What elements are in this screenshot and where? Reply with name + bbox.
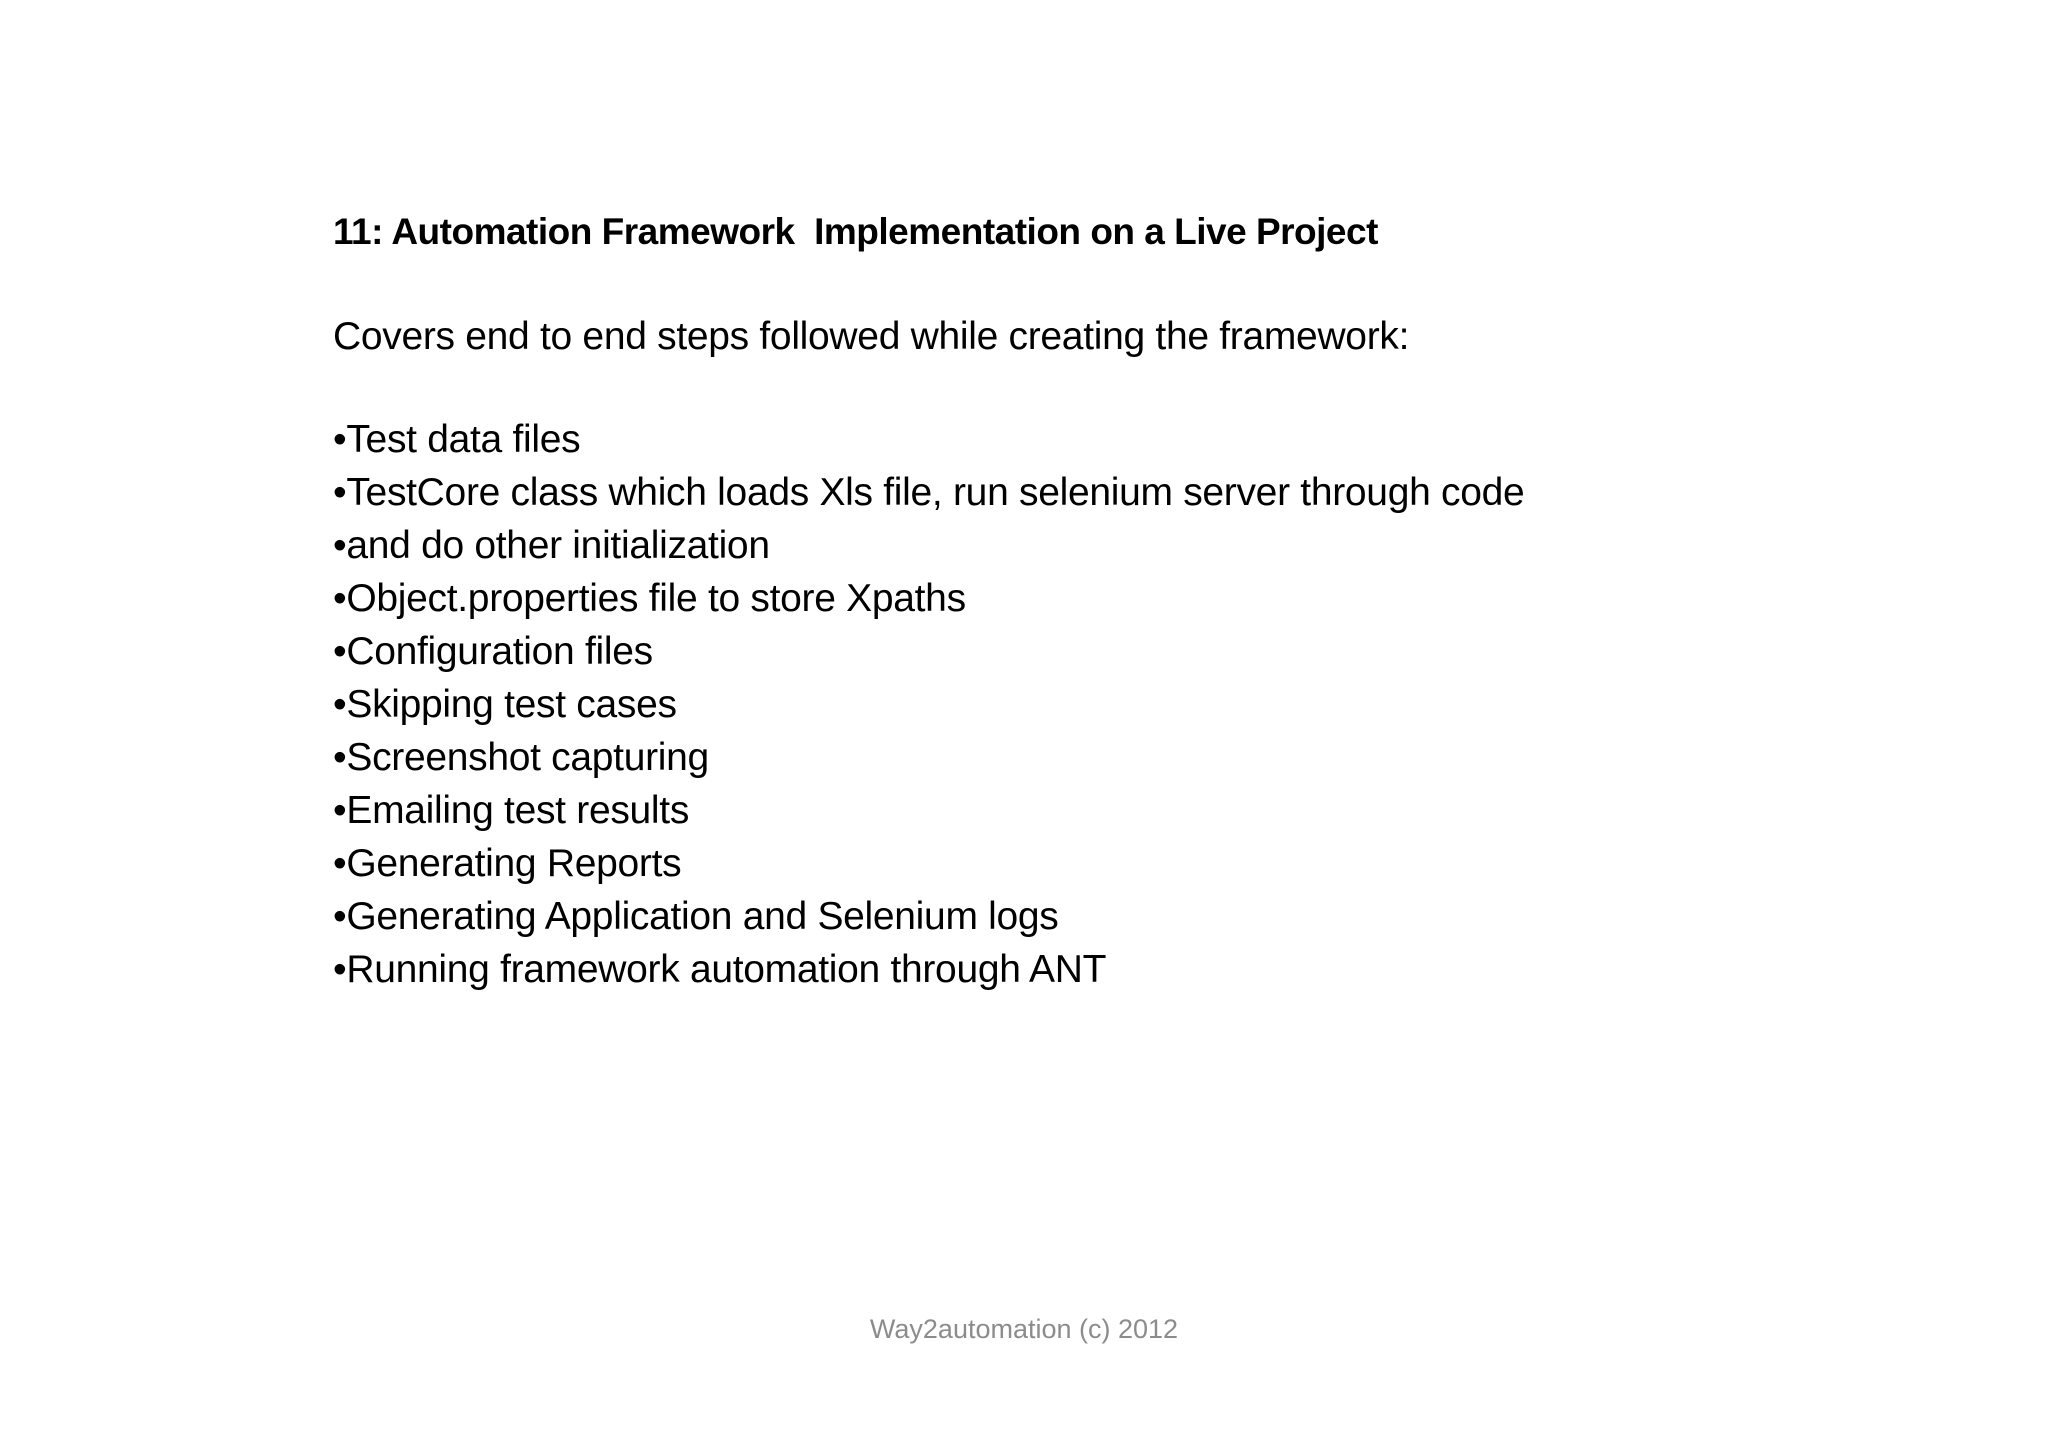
list-item (333, 519, 1833, 572)
list-item-text: and do other initialization (346, 524, 770, 567)
slide-title: 11: Automation Framework Implementation on a Live Project (333, 211, 1378, 252)
list-item (333, 466, 1833, 519)
list-item (333, 784, 1833, 837)
bullet-icon: • (333, 630, 347, 673)
list-item-text: Generating Application and Selenium logs (346, 895, 1059, 938)
bullet-icon: • (333, 471, 347, 514)
bullet-icon: • (333, 524, 347, 567)
bullet-list (333, 413, 1833, 996)
footer-copyright: Way2automation (c) 2012 (869, 1314, 1179, 1344)
list-item (333, 890, 1833, 943)
bullet-icon: • (333, 789, 347, 832)
list-item (333, 943, 1833, 996)
list-item-text: Configuration files (346, 630, 653, 673)
list-item (333, 678, 1833, 731)
list-item-text: Screenshot capturing (346, 736, 709, 779)
bullet-icon: • (333, 736, 347, 779)
list-item (333, 413, 1833, 466)
list-item (333, 837, 1833, 890)
bullet-icon: • (333, 948, 347, 991)
bullet-icon: • (333, 683, 347, 726)
bullet-icon: • (333, 842, 347, 885)
bullet-icon: • (333, 895, 347, 938)
list-item-text: Generating Reports (346, 842, 682, 885)
bullet-icon: • (333, 577, 347, 620)
list-item-text: Skipping test cases (346, 683, 677, 726)
list-item (333, 731, 1833, 784)
slide-intro: Covers end to end steps followed while creating the framework: (333, 315, 1410, 358)
list-item-text: Object.properties file to store Xpaths (346, 577, 966, 620)
slide-content (333, 202, 1833, 996)
list-item (333, 572, 1833, 625)
list-item (333, 625, 1833, 678)
list-item-text: Running framework automation through ANT (346, 948, 1107, 991)
list-item-text: TestCore class which loads Xls file, run selenium server through code (346, 471, 1525, 514)
bullet-icon: • (333, 418, 347, 461)
list-item-text: Emailing test results (346, 789, 690, 832)
list-item-text: Test data files (346, 418, 581, 461)
